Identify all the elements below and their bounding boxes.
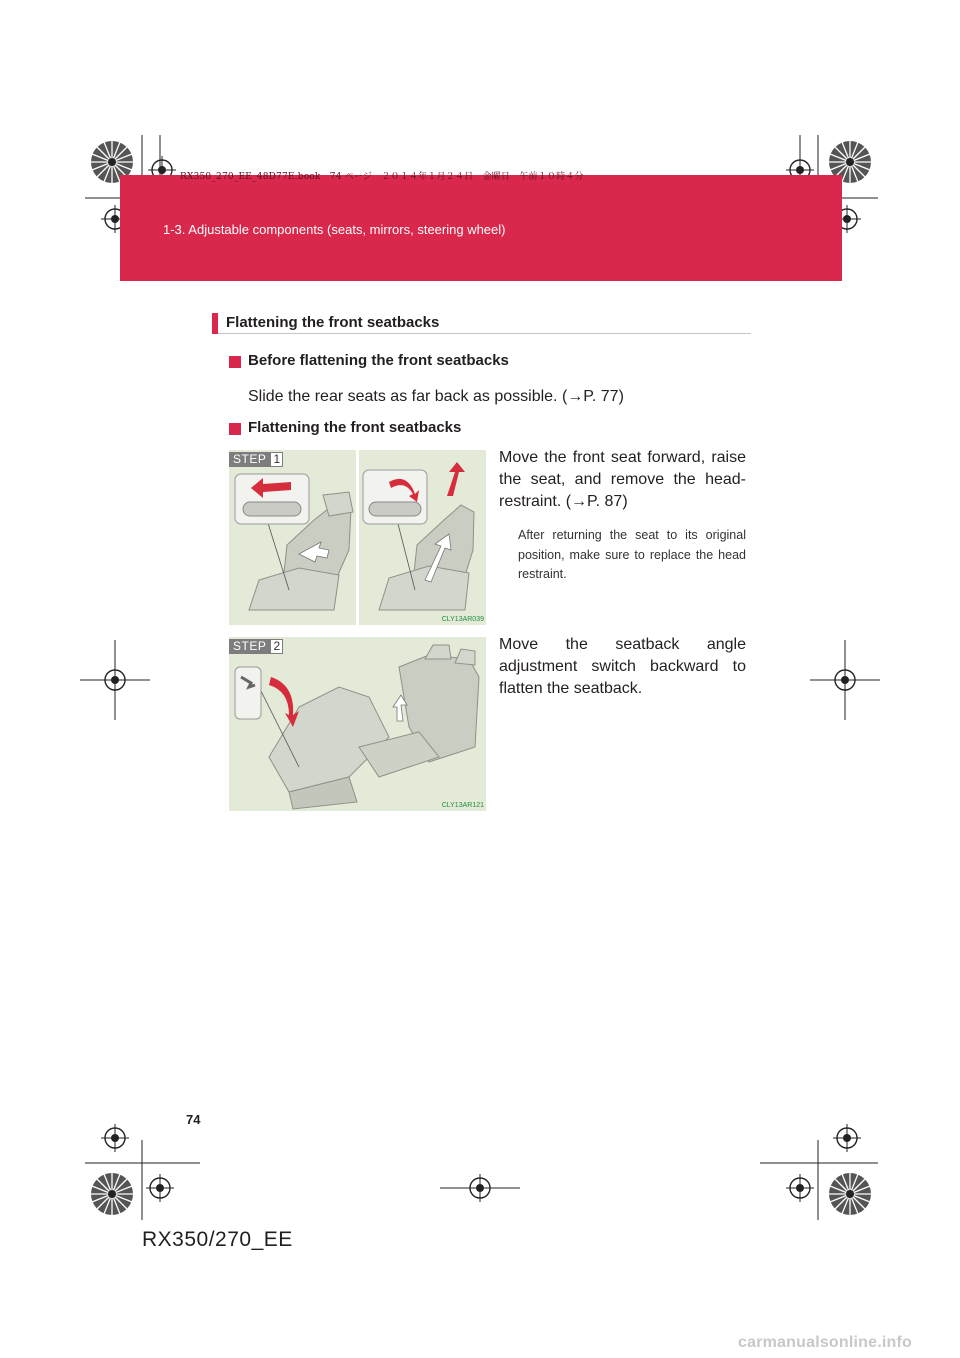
model-code: RX350/270_EE <box>142 1228 293 1251</box>
subheading-before-flattening: Before flattening the front seatbacks <box>248 352 509 369</box>
step1-illustration <box>229 450 486 625</box>
subheading-flattening: Flattening the front seatbacks <box>248 419 462 436</box>
registration-target-icon <box>833 1124 861 1152</box>
step-number: 2 <box>270 639 283 654</box>
page-number: 74 <box>186 1112 201 1127</box>
step1-note: After returning the seat to its original position, make sure to replace the head restraint. <box>518 528 746 581</box>
heading-accent-bar <box>212 313 218 334</box>
step2-instruction: Move the seatback angle adjustment switch backward to flatten the seatback. <box>499 636 746 697</box>
watermark: carmanualsonline.info <box>738 1334 913 1351</box>
registration-target-icon <box>466 1174 494 1202</box>
step2-illustration <box>229 637 486 811</box>
step-label: STEP <box>229 639 270 654</box>
starburst-target-icon <box>828 1172 872 1216</box>
figure-code: CLY13AR039 <box>441 616 484 623</box>
instruction-text: Slide the rear seats as far back as possible. (→P. 77) <box>248 388 624 405</box>
book-info: RX350_270_EE_48D77E.book 74 ページ ２０１４年１月２４日 金曜日 午前１０時４分 <box>180 172 584 182</box>
step-number: 1 <box>270 452 283 467</box>
step-label: STEP <box>229 452 270 467</box>
step1-badge <box>229 452 283 467</box>
figure-code: CLY13AR121 <box>441 802 484 809</box>
flattened-seat-illustration <box>229 637 486 811</box>
registration-target-icon <box>831 666 859 694</box>
page-heading: Flattening the front seatbacks <box>226 314 440 331</box>
starburst-target-icon <box>90 1172 134 1216</box>
square-bullet-icon <box>229 356 241 368</box>
square-bullet-icon <box>229 423 241 435</box>
step2-badge <box>229 639 283 654</box>
seat-illustration <box>229 450 486 625</box>
heading-underline <box>218 333 751 334</box>
registration-target-icon <box>101 1124 129 1152</box>
step1-instruction: Move the front seat forward, raise the seat, and remove the head-restraint. (→P. 87) <box>499 449 746 510</box>
section-title: 1-3. Adjustable components (seats, mirrors, steering wheel) <box>163 222 506 237</box>
registration-target-icon <box>786 1174 814 1202</box>
registration-target-icon <box>146 1174 174 1202</box>
registration-target-icon <box>101 666 129 694</box>
